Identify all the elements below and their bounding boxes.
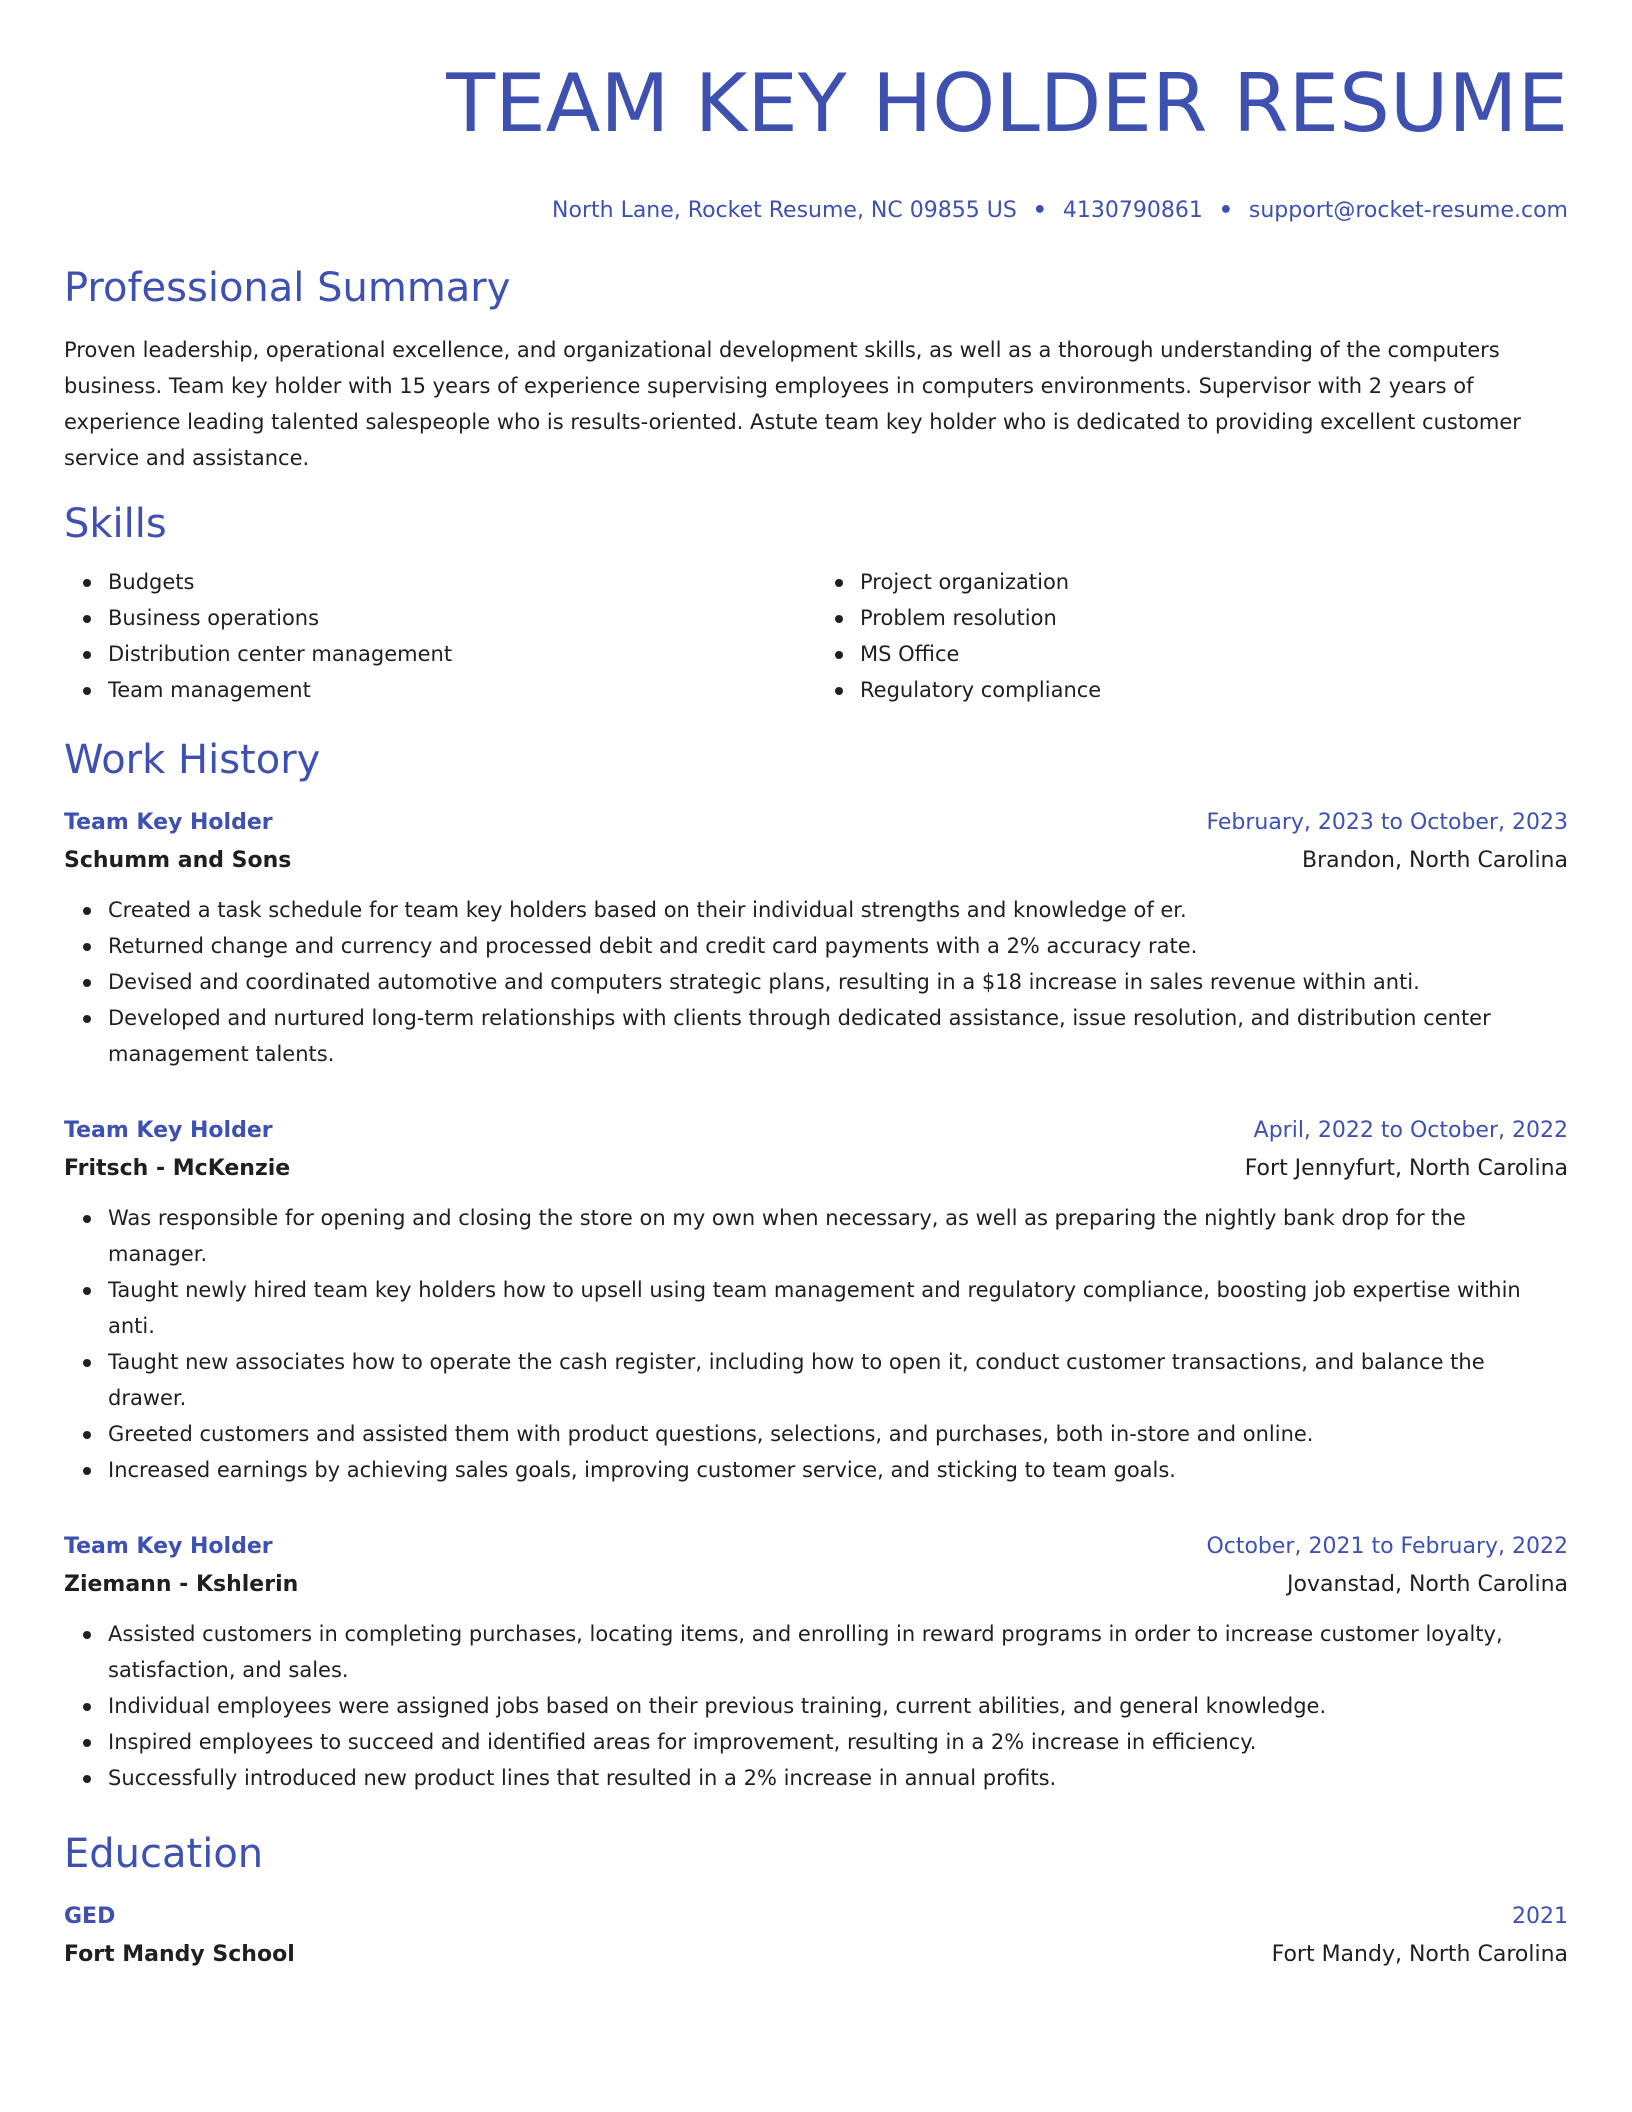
skill-item: MS Office [860,636,1568,672]
job-bullet: Taught newly hired team key holders how to upsell using team management and regulatory compliance, boosting job expertise within anti. [108,1272,1568,1344]
job-company-row [64,842,1568,880]
resume-header [64,56,1568,226]
job-location: Brandon, North Carolina [1302,848,1568,873]
job-entry [64,1528,1568,1796]
education-heading: Education [64,1831,264,1877]
job-title: Team Key Holder [64,810,273,835]
job-bullet: Greeted customers and assisted them with product questions, selections, and purchases, both in-store and online. [108,1416,1568,1452]
education-year: 2021 [1512,1904,1568,1929]
job-bullet: Taught new associates how to operate the cash register, including how to open it, conduct customer transactions, and balance the drawer. [108,1344,1568,1416]
work-history-section [64,736,1568,1796]
job-bullets [64,892,1568,1072]
job-company-row [64,1566,1568,1604]
job-header-row [64,1528,1568,1566]
job-entry [64,1112,1568,1488]
education-section [64,1830,1568,1974]
job-bullet: Returned change and currency and processed debit and credit card payments with a 2% accuracy rate. [108,928,1568,964]
job-bullet: Increased earnings by achieving sales goals, improving customer service, and sticking to team goals. [108,1452,1568,1488]
summary-heading: Professional Summary [64,265,511,311]
skills-grid [64,564,1568,708]
job-location: Jovanstad, North Carolina [1287,1572,1568,1597]
job-company-row [64,1150,1568,1188]
education-header-row [64,1898,1568,1936]
skills-section [64,500,1568,708]
summary-text: Proven leadership, operational excellence, and organizational development skills, as well as a thorough understanding of the computers business. Team key holder with 15 years of experience supervising employees in computers environments. Supervisor with 2 years of experience leading talented salespeople who is results-oriented. Astute team key holder who is dedicated to providing excellent customer service and assistance. [64,338,1521,470]
education-location: Fort Mandy, North Carolina [1271,1942,1568,1967]
job-header-row [64,1112,1568,1150]
job-bullet: Was responsible for opening and closing the store on my own when necessary, as well as preparing the nightly bank drop for the manager. [108,1200,1568,1272]
education-degree: GED [64,1904,116,1929]
skill-item: Distribution center management [108,636,816,672]
job-header-row [64,804,1568,842]
skill-item: Budgets [108,564,816,600]
job-dates: October, 2021 to February, 2022 [1206,1534,1568,1559]
job-bullets [64,1616,1568,1796]
skill-item: Business operations [108,600,816,636]
job-bullet: Developed and nurtured long-term relationships with clients through dedicated assistance, issue resolution, and distribution center management talents. [108,1000,1568,1072]
job-entry [64,804,1568,1072]
contact-address: North Lane, Rocket Resume, NC 09855 US [552,198,1017,223]
job-title: Team Key Holder [64,1534,273,1559]
education-entry [64,1898,1568,1974]
contact-email: support@rocket-resume.com [1248,198,1568,223]
contact-separator: • [1032,198,1047,223]
job-bullet: Inspired employees to succeed and identified areas for improvement, resulting in a 2% increase in efficiency. [108,1724,1568,1760]
skill-item: Project organization [860,564,1568,600]
job-title: Team Key Holder [64,1118,273,1143]
education-school-row [64,1936,1568,1974]
work-history-heading: Work History [64,737,321,783]
job-bullet: Individual employees were assigned jobs based on their previous training, current abilities, and general knowledge. [108,1688,1568,1724]
resume-title: TEAM KEY HOLDER RESUME [446,57,1568,150]
job-dates: April, 2022 to October, 2022 [1253,1118,1568,1143]
skills-left-column [64,564,816,708]
job-bullet: Successfully introduced new product lines that resulted in a 2% increase in annual profits. [108,1760,1568,1796]
skill-item: Team management [108,672,816,708]
skills-heading: Skills [64,501,167,547]
education-school: Fort Mandy School [64,1942,295,1967]
job-location: Fort Jennyfurt, North Carolina [1244,1156,1568,1181]
contact-phone: 4130790861 [1062,198,1203,223]
job-bullet: Assisted customers in completing purchases, locating items, and enrolling in reward programs in order to increase customer loyalty, satisfaction, and sales. [108,1616,1568,1688]
skills-right-column [816,564,1568,708]
contact-separator: • [1218,198,1233,223]
summary-section [64,264,1568,476]
job-bullet: Created a task schedule for team key holders based on their individual strengths and knowledge of er. [108,892,1568,928]
job-company: Schumm and Sons [64,848,292,873]
skill-item: Problem resolution [860,600,1568,636]
job-dates: February, 2023 to October, 2023 [1206,810,1568,835]
skill-item: Regulatory compliance [860,672,1568,708]
job-company: Ziemann - Kshlerin [64,1572,299,1597]
job-company: Fritsch - McKenzie [64,1156,291,1181]
job-bullet: Devised and coordinated automotive and computers strategic plans, resulting in a $18 increase in sales revenue within anti. [108,964,1568,1000]
job-bullets [64,1200,1568,1488]
contact-line [64,196,1568,226]
